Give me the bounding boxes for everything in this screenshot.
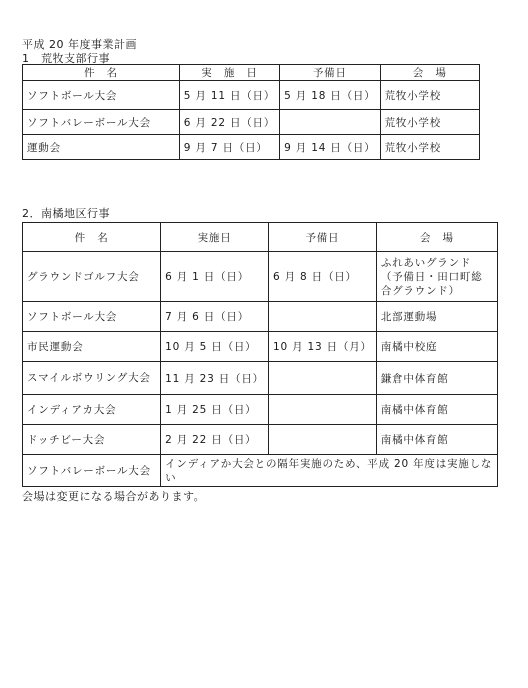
event-note: インディアか大会との隔年実施のため、平成 20 年度は実施しない (161, 455, 498, 487)
section2-title: 2．南橘地区行事 (22, 207, 110, 220)
header-reserve-date: 予備日 (268, 223, 376, 252)
event-name: 市民運動会 (23, 332, 161, 362)
table-header-row (23, 65, 480, 81)
table-row (23, 455, 498, 487)
venue: 荒牧小学校 (380, 81, 479, 110)
venue: 鎌倉中体育館 (376, 362, 497, 395)
section1-table (22, 64, 480, 160)
table-row (23, 110, 480, 135)
table-row (23, 81, 480, 110)
venue: 北部運動場 (376, 302, 497, 332)
venue: 南橘中体育館 (376, 425, 497, 455)
event-name: ソフトボール大会 (23, 81, 180, 110)
event-name: 運動会 (23, 135, 180, 160)
reserve-date (268, 362, 376, 395)
header-event-name: 件 名 (23, 65, 180, 81)
event-date: 10 月 5 日（日） (161, 332, 269, 362)
event-name: スマイルボウリング大会 (23, 362, 161, 395)
reserve-date (268, 425, 376, 455)
reserve-date: 10 月 13 日（月） (268, 332, 376, 362)
event-name: インディアカ大会 (23, 395, 161, 425)
table-header-row (23, 223, 498, 252)
venue: 荒牧小学校 (380, 135, 479, 160)
event-name: ソフトバレーボール大会 (23, 455, 161, 487)
reserve-date (268, 302, 376, 332)
document-title: 平成 20 年度事業計画 (22, 38, 137, 51)
venue: ふれあいグランド（予備日・田口町総合グラウンド） (376, 252, 497, 302)
table-row (23, 425, 498, 455)
venue: 南橘中体育館 (376, 395, 497, 425)
event-name: ソフトバレーボール大会 (23, 110, 180, 135)
reserve-date: 5 月 18 日（日） (280, 81, 380, 110)
table-row (23, 332, 498, 362)
section2-table (22, 222, 498, 487)
table-row (23, 252, 498, 302)
header-venue: 会 場 (376, 223, 497, 252)
venue: 南橘中校庭 (376, 332, 497, 362)
reserve-date: 9 月 14 日（日） (280, 135, 380, 160)
header-date: 実施日 (161, 223, 269, 252)
header-venue: 会 場 (380, 65, 479, 81)
event-name: ドッチビー大会 (23, 425, 161, 455)
table-row (23, 135, 480, 160)
table-row (23, 395, 498, 425)
event-name: グラウンドゴルフ大会 (23, 252, 161, 302)
event-name: ソフトボール大会 (23, 302, 161, 332)
footer-note: 会場は変更になる場合があります。 (22, 490, 206, 503)
header-reserve-date: 予備日 (280, 65, 380, 81)
reserve-date (268, 395, 376, 425)
reserve-date: 6 月 8 日（日） (268, 252, 376, 302)
event-date: 7 月 6 日（日） (161, 302, 269, 332)
table-row (23, 302, 498, 332)
venue: 荒牧小学校 (380, 110, 479, 135)
event-date: 1 月 25 日（日） (161, 395, 269, 425)
event-date: 5 月 11 日（日） (179, 81, 279, 110)
event-date: 2 月 22 日（日） (161, 425, 269, 455)
event-date: 6 月 1 日（日） (161, 252, 269, 302)
event-date: 6 月 22 日（日） (179, 110, 279, 135)
table-row (23, 362, 498, 395)
section1-title: 1 荒牧支部行事 (22, 52, 110, 65)
event-date: 11 月 23 日（日） (161, 362, 269, 395)
reserve-date (280, 110, 380, 135)
header-event-name: 件 名 (23, 223, 161, 252)
header-date: 実 施 日 (179, 65, 279, 81)
event-date: 9 月 7 日（日） (179, 135, 279, 160)
